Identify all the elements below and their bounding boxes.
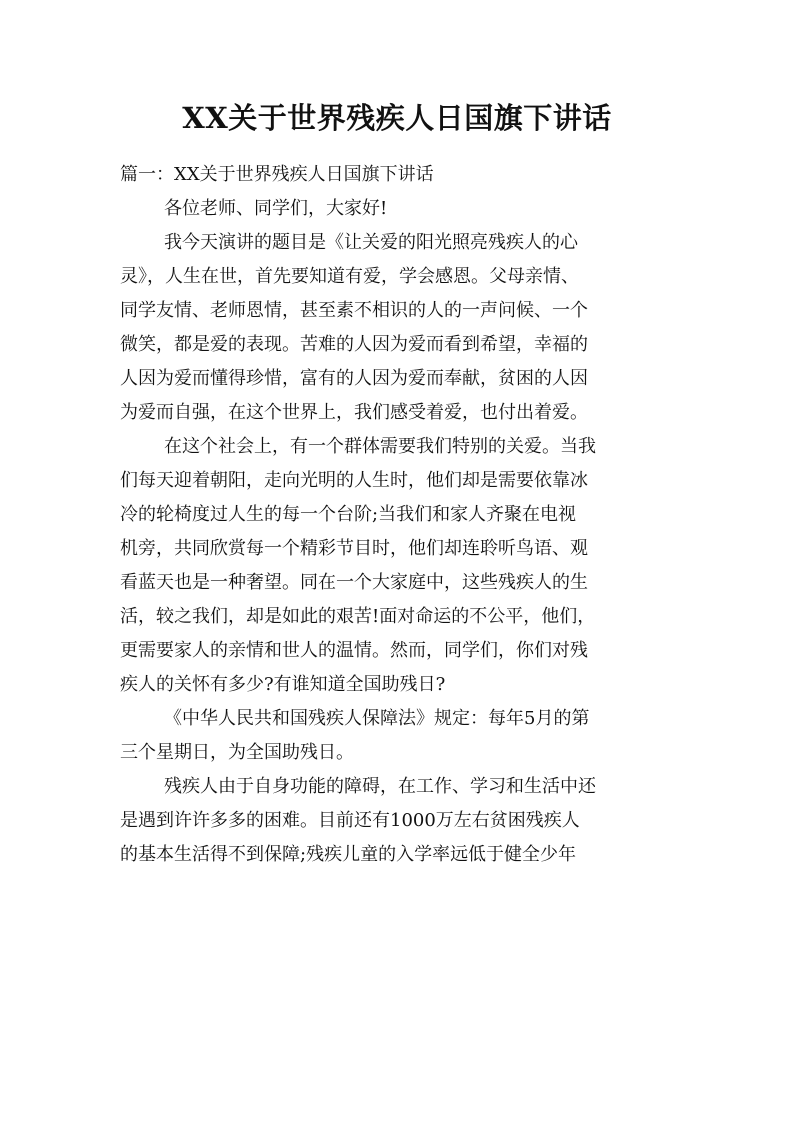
- text-line: 更需要家人的亲情和世人的温情。然而，同学们，你们对残: [120, 640, 588, 661]
- text-line: 三个星期日，为全国助残日。: [120, 742, 354, 763]
- text-line: 灵》，人生在世，首先要知道有爱，学会感恩。父母亲情、: [120, 266, 579, 287]
- text-line: 为爱而自强，在这个世界上，我们感受着爱，也付出着爱。: [120, 402, 588, 423]
- text-line: 活，较之我们，却是如此的艰苦!面对命运的不公平，他们，: [120, 606, 596, 627]
- text-line: 篇一：XX关于世界残疾人日国旗下讲话: [120, 164, 434, 185]
- text-line: 人因为爱而懂得珍惜，富有的人因为爱而奉献，贫困的人因: [120, 368, 588, 389]
- text-line: 各位老师、同学们，大家好!: [164, 198, 388, 219]
- text-line: 的基本生活得不到保障;残疾儿童的入学率远低于健全少年: [120, 844, 577, 865]
- text-line: 我今天演讲的题目是《让关爱的阳光照亮残疾人的心: [164, 232, 578, 253]
- text-line: 是遇到许许多多的困难。目前还有1000万左右贫困残疾人: [120, 810, 580, 831]
- text-line: 《中华人民共和国残疾人保障法》规定：每年5月的第: [164, 708, 590, 729]
- document-body: [120, 158, 680, 872]
- text-line: 微笑，都是爱的表现。苦难的人因为爱而看到希望，幸福的: [120, 334, 588, 355]
- text-line: 残疾人由于自身功能的障碍，在工作、学习和生活中还: [164, 776, 596, 797]
- text-line: 疾人的关怀有多少?有谁知道全国助残日?: [120, 674, 446, 695]
- text-line: 机旁，共同欣赏每一个精彩节目时，他们却连聆听鸟语、观: [120, 538, 588, 559]
- text-line: 看蓝天也是一种奢望。同在一个大家庭中，这些残疾人的生: [120, 572, 588, 593]
- text-line: 冷的轮椅度过人生的每一个台阶;当我们和家人齐聚在电视: [120, 504, 577, 525]
- text-line: 们每天迎着朝阳，走向光明的人生时，他们却是需要依靠冰: [120, 470, 588, 491]
- text-line: 同学友情、老师恩情，甚至素不相识的人的一声问候、一个: [120, 300, 588, 321]
- text-line: 在这个社会上，有一个群体需要我们特别的关爱。当我: [164, 436, 596, 457]
- document-title: XX关于世界残疾人日国旗下讲话: [182, 101, 612, 135]
